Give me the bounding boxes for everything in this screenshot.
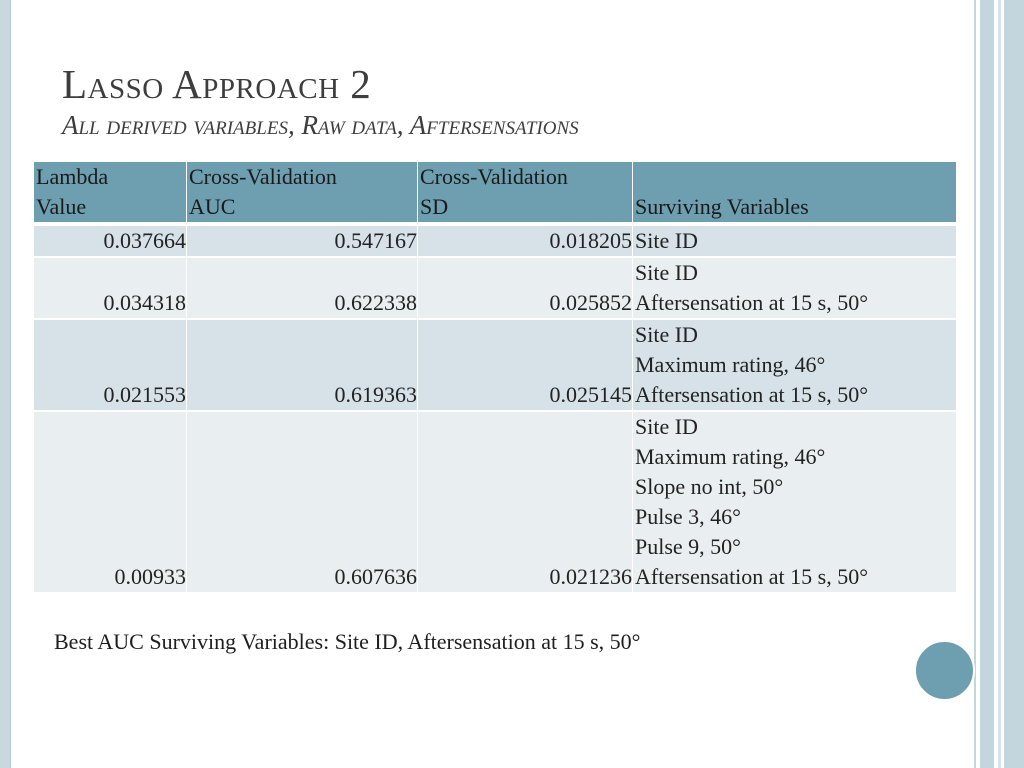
auc-cell: 0.622338 <box>187 258 418 320</box>
table-row <box>34 412 956 594</box>
sd-cell: 0.025145 <box>418 320 633 412</box>
surviving-variable: Aftersensation at 15 s, 50° <box>635 382 869 407</box>
auc-cell: 0.607636 <box>187 412 418 594</box>
lambda-cell: 0.034318 <box>34 258 187 320</box>
table-body <box>34 226 956 594</box>
decorative-circle <box>914 640 975 701</box>
surviving-variable: Slope no int, 50° <box>635 474 784 499</box>
sd-cell: 0.025852 <box>418 258 633 320</box>
best-auc-summary: Best AUC Surviving Variables: Site ID, Aftersensation at 15 s, 50° <box>54 629 641 654</box>
surviving-variable: Site ID <box>635 322 698 347</box>
surviving-variable: Pulse 3, 46° <box>635 504 741 529</box>
sd-cell: 0.018205 <box>418 226 633 258</box>
header-lambda-value: Lambda Value <box>34 162 187 226</box>
surviving-variable: Site ID <box>635 228 698 253</box>
sd-cell: 0.021236 <box>418 412 633 594</box>
surviving-variable: Maximum rating, 46° <box>635 444 826 469</box>
surviving-variable: Maximum rating, 46° <box>635 352 826 377</box>
surviving-variable: Aftersensation at 15 s, 50° <box>635 290 869 315</box>
table-row <box>34 258 956 320</box>
lambda-cell: 0.037664 <box>34 226 187 258</box>
surviving-variables-cell <box>633 412 956 594</box>
surviving-variables-cell <box>633 258 956 320</box>
surviving-variables-cell <box>633 226 956 258</box>
slide-subtitle: All derived variables, Raw data, Aftersensations <box>62 110 579 140</box>
header-surviving-variables: Surviving Variables <box>633 162 956 226</box>
header-cv-auc: Cross-Validation AUC <box>187 162 418 226</box>
table-row <box>34 320 956 412</box>
surviving-variable: Pulse 9, 50° <box>635 534 741 559</box>
results-table <box>34 162 956 594</box>
slide-title: Lasso Approach 2 <box>62 61 372 107</box>
surviving-variable: Site ID <box>635 414 698 439</box>
surviving-variable: Aftersensation at 15 s, 50° <box>635 564 869 589</box>
header-cv-sd: Cross-Validation SD <box>418 162 633 226</box>
table-header-row <box>34 162 956 226</box>
lambda-cell: 0.021553 <box>34 320 187 412</box>
right-decorative-stripes <box>974 0 1024 768</box>
table-row <box>34 226 956 258</box>
auc-cell: 0.619363 <box>187 320 418 412</box>
surviving-variables-cell <box>633 320 956 412</box>
surviving-variable: Site ID <box>635 260 698 285</box>
left-decorative-bar <box>0 0 11 768</box>
auc-cell: 0.547167 <box>187 226 418 258</box>
lambda-cell: 0.00933 <box>34 412 187 594</box>
